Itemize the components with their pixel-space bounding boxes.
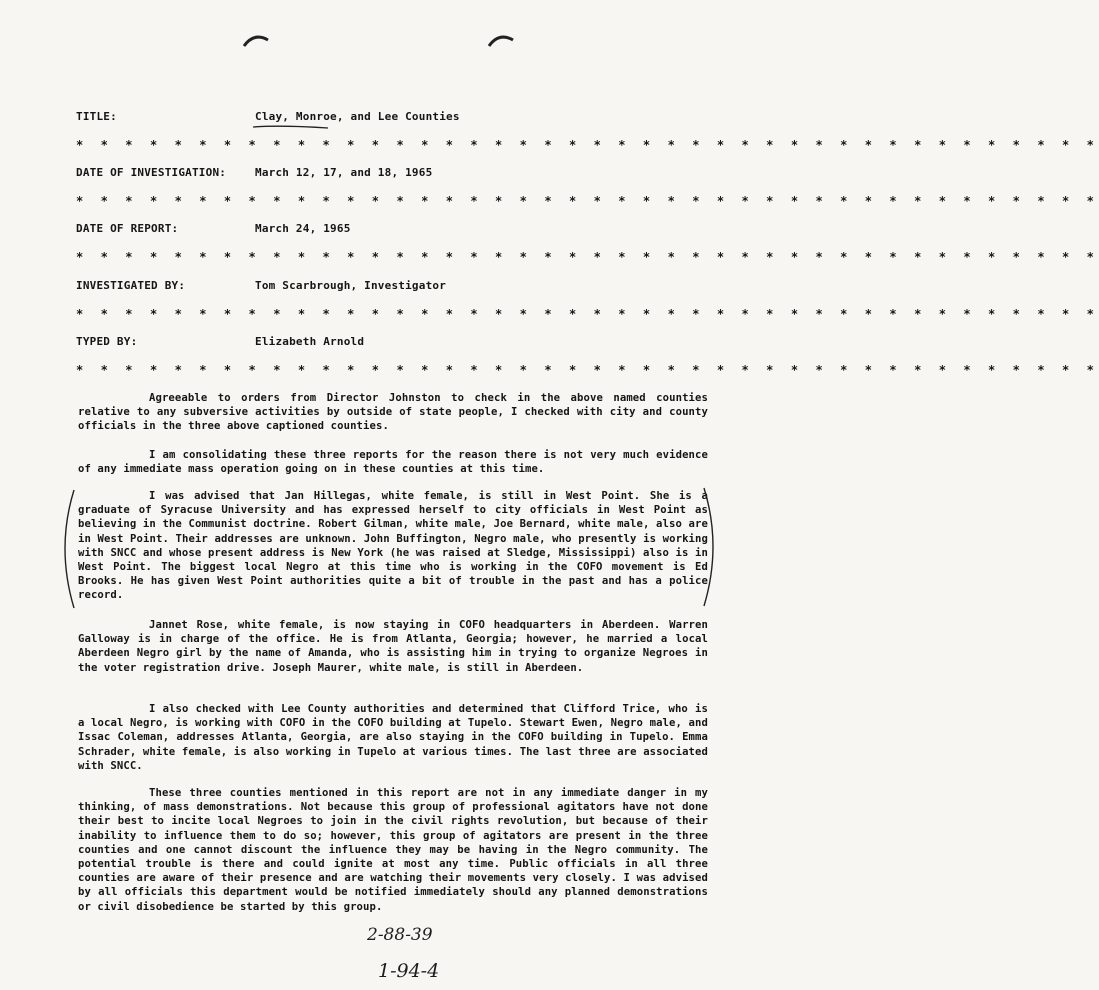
title-value: Clay, Monroe, and Lee Counties — [255, 110, 460, 123]
paragraph-orders: Agreeable to orders from Director Johnston to check in the above named counties relative to any subversive activities by outside of state people, I checked with city and county officials in the three above captioned counties. — [78, 392, 708, 433]
paragraph-assessment: These three counties mentioned in this report are not in any immediate danger in my thinking, of mass demonstrations. Not because this group of professional agitators have not done their best to incite local Negroes to join in the civil rights revolution, but because of their inability to influence them to do so; however, this group of agitators are present in the three counties and one cannot discount the influence they may be having in the Negro community. The potential trouble is there and could ignite at most any time. Public officials in all three counties are aware of their presence and are watching their movements very closely. I was advised by all officials this department would be notified immediately should any planned demonstrations or civil disobedience be started by this group. — [78, 787, 708, 913]
investigation-date-label: DATE OF INVESTIGATION: — [76, 166, 227, 179]
handwritten-file-number: 2-88-39 — [367, 925, 433, 945]
paragraph-tupelo: I also checked with Lee County authorities and determined that Clifford Trice, who is a local Negro, is working with COFO in the COFO building at Tupelo. Stewart Ewen, Negro male, and Issac Coleman, addresses Atlanta, Georgia, are also staying in the COFO building in Tupelo. Emma Schrader, white female, is also working in Tupelo at various times. The last three are associated with SNCC. — [78, 703, 708, 772]
paragraph-consolidation: I am consolidating these three reports for the reason there is not very much evidence of any immediate mass operation going on in these counties at this time. — [78, 449, 708, 476]
title-underline — [252, 124, 332, 130]
separator-5: * * * * * * * * * * * * * * * * * * * * * * * * * * * * * * * * * * * * * * * * * * — [76, 363, 1099, 377]
separator-1: * * * * * * * * * * * * * * * * * * * * * * * * * * * * * * * * * * * * * * * * * * — [76, 138, 1099, 152]
binder-hole-mark-left — [242, 30, 272, 50]
investigator-label: INVESTIGATED BY: — [76, 279, 186, 292]
separator-2: * * * * * * * * * * * * * * * * * * * * * * * * * * * * * * * * * * * * * * * * * * — [76, 194, 1099, 208]
investigation-date-value: March 12, 17, and 18, 1965 — [255, 166, 433, 179]
title-label: TITLE: — [76, 110, 117, 123]
handwritten-page-number: 1-94-4 — [378, 960, 440, 982]
paragraph-west-point: I was advised that Jan Hillegas, white female, is still in West Point. She is a graduate of Syracuse University and has expressed herself to city officials in West Point as believing in the Communist doctrine. Robert Gilman, white male, Joe Bernard, white male, also are in West Point. Their addresses are unknown. John Buffington, Negro male, who presently is working with SNCC and whose present address is New York (he was raised at Sledge, Mississippi) also is in West Point. The biggest local Negro at this time who is working in the COFO movement is Ed Brooks. He has given West Point authorities quite a bit of trouble in the past and has a police record. — [78, 490, 708, 602]
report-date-label: DATE OF REPORT: — [76, 222, 179, 235]
handwritten-bracket-right — [700, 486, 724, 610]
paragraph-aberdeen: Jannet Rose, white female, is now staying in COFO headquarters in Aberdeen. Warren Galloway is in charge of the office. He is from Atlanta, Georgia; however, he married a local Aberdeen Negro girl by the name of Amanda, who is assisting him in trying to organize Negroes in the voter registration drive. Joseph Maurer, white male, is still in Aberdeen. — [78, 619, 708, 674]
separator-4: * * * * * * * * * * * * * * * * * * * * * * * * * * * * * * * * * * * * * * * * * * — [76, 307, 1099, 321]
typist-label: TYPED BY: — [76, 335, 138, 348]
report-date-value: March 24, 1965 — [255, 222, 351, 235]
handwritten-bracket-left — [54, 488, 78, 612]
typist-value: Elizabeth Arnold — [255, 335, 365, 348]
binder-hole-mark-right — [487, 30, 517, 50]
investigator-value: Tom Scarbrough, Investigator — [255, 279, 447, 292]
separator-3: * * * * * * * * * * * * * * * * * * * * * * * * * * * * * * * * * * * * * * * * * * — [76, 250, 1099, 264]
